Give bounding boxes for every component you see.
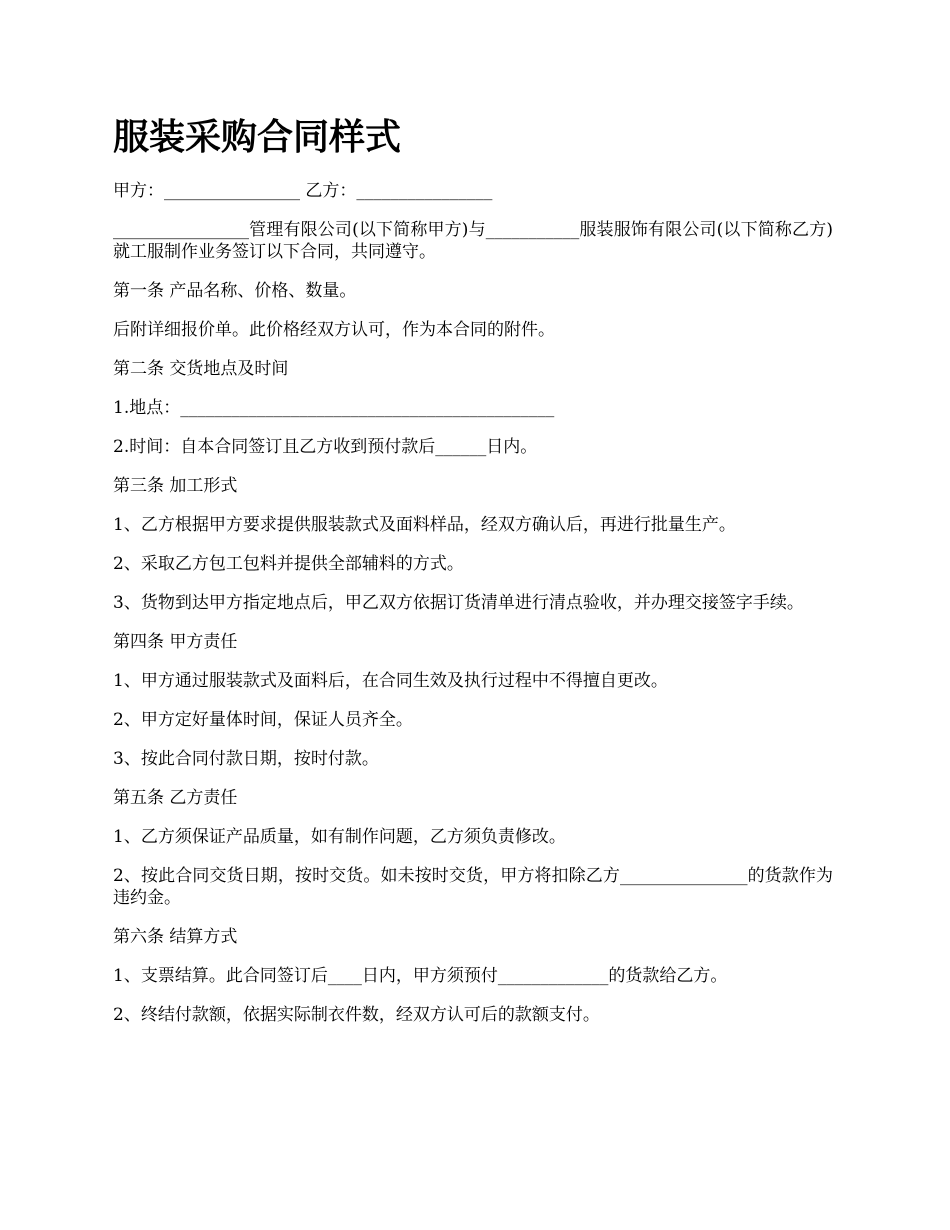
article-6-item-1: 1、支票结算。此合同签订后____日内，甲方须预付_____________的货款给乙方。	[113, 966, 728, 986]
article-1-text: 后附详细报价单。此价格经双方认可，作为本合同的附件。	[113, 320, 555, 340]
article-5-item-1: 1、乙方须保证产品质量，如有制作问题，乙方须负责修改。	[113, 827, 566, 847]
article-4-item-2: 2、甲方定好量体时间，保证人员齐全。	[113, 710, 413, 730]
article-2-item-1: 1.地点：____________________________________________	[113, 398, 555, 418]
article-6-heading: 第六条 结算方式	[113, 927, 238, 947]
article-2-heading: 第二条 交货地点及时间	[113, 359, 289, 379]
article-4-heading: 第四条 甲方责任	[113, 632, 238, 652]
article-3-item-3: 3、货物到达甲方指定地点后，甲乙双方依据订货清单进行清点验收，并办理交接签字手续。	[113, 593, 804, 613]
article-4-item-3: 3、按此合同付款日期，按时付款。	[113, 749, 379, 769]
article-1-heading: 第一条 产品名称、价格、数量。	[113, 281, 357, 301]
document-title: 服装采购合同样式	[113, 116, 402, 158]
article-3-heading: 第三条 加工形式	[113, 476, 238, 496]
parties-line: 甲方：________________ 乙方：________________	[113, 181, 493, 201]
document-body	[113, 112, 833, 1043]
article-3-item-2: 2、采取乙方包工包料并提供全部辅料的方式。	[113, 554, 464, 574]
article-6-item-2: 2、终结付款额，依据实际制衣件数，经双方认可后的款额支付。	[113, 1005, 600, 1025]
article-2-item-2: 2.时间：自本合同签订且乙方收到预付款后______日内。	[113, 437, 538, 457]
article-3-item-1: 1、乙方根据甲方要求提供服装款式及面料样品，经双方确认后，再进行批量生产。	[113, 515, 736, 535]
article-5-item-2: 2、按此合同交货日期，按时交货。如未按时交货，甲方将扣除乙方_______________的货款作为违约金。	[113, 866, 833, 908]
contract-intro: ________________管理有限公司(以下简称甲方)与___________服装服饰有限公司(以下简称乙方)就工服制作业务签订以下合同，共同遵守。	[113, 220, 833, 262]
article-5-heading: 第五条 乙方责任	[113, 788, 238, 808]
article-4-item-1: 1、甲方通过服装款式及面料后，在合同生效及执行过程中不得擅自更改。	[113, 671, 668, 691]
